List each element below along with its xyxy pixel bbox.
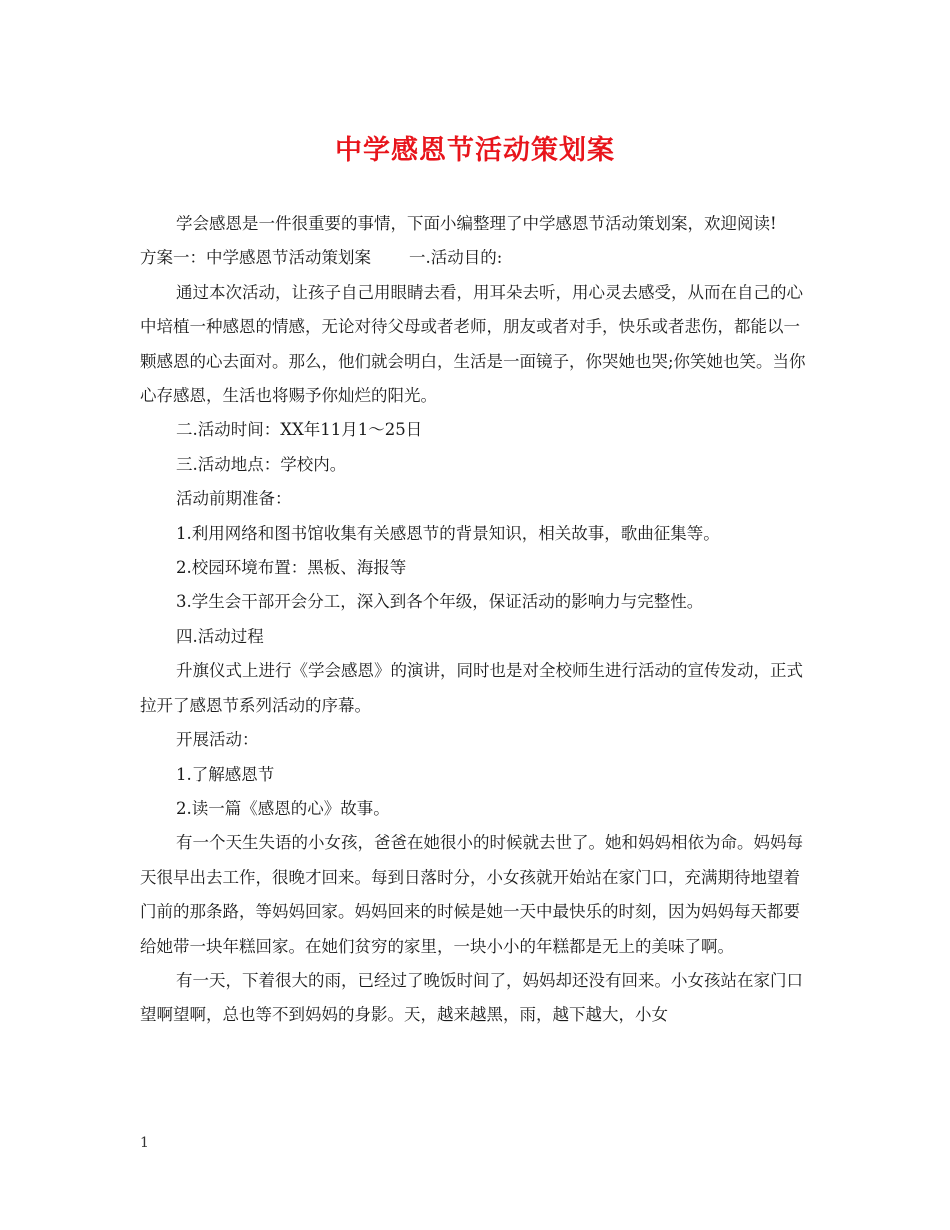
intro-paragraph: 学会感恩是一件很重要的事情，下面小编整理了中学感恩节活动策划案，欢迎阅读!: [176, 214, 777, 233]
prep-item-3: 3.学生会干部开会分工，深入到各个年级，保证活动的影响力与完整性。: [176, 592, 704, 612]
activities-heading: 开展活动：: [176, 730, 259, 750]
process-paragraph: 升旗仪式上进行《学会感恩》的演讲，同时也是对全校师生进行活动的宣传发动，正式拉开了感恩节系列活动的序幕。: [140, 661, 803, 715]
story-paragraph-2: 有一天，下着很大的雨，已经过了晚饭时间了，妈妈却还没有回来。小女孩站在家门口望啊望啊，总也等不到妈妈的身影。天，越来越黑，雨，越下越大，小女: [140, 970, 803, 1025]
time-paragraph: 二.活动时间：XX年11月1～25日: [176, 420, 423, 440]
prep-heading: 活动前期准备：: [176, 489, 292, 509]
story-paragraph-1: 有一个天生失语的小女孩，爸爸在她很小的时候就去世了。她和妈妈相依为命。妈妈每天很早出去工作，很晚才回来。每到日落时分，小女孩就开始站在家门口，充满期待地望着门前的那条路，等妈妈回家。妈妈回来的时候是她一天中最快乐的时刻，因为妈妈每天都要给她带一块年糕回家。在她们贫穷的家里，一块小小的年糕都是无上的美味了啊。: [140, 833, 803, 956]
activity-item-2: 2.读一篇《感恩的心》故事。: [176, 798, 390, 818]
purpose-heading: 一.活动目的:: [409, 248, 503, 268]
purpose-paragraph: 通过本次活动，让孩子自己用眼睛去看，用耳朵去听，用心灵去感受，从而在自己的心中培植一种感恩的情感，无论对待父母或者老师，朋友或者对手，快乐或者悲伤，都能以一颗感恩的心去面对。那么，他们就会明白，生活是一面镜子，你哭她也哭;你笑她也笑。当你心存感恩，生活也将赐予你灿烂的阳光。: [140, 282, 806, 406]
process-heading: 四.活动过程: [176, 626, 264, 646]
prep-item-1: 1.利用网络和图书馆收集有关感恩节的背景知识，相关故事，歌曲征集等。: [176, 523, 720, 543]
plan-heading-title: 方案一：中学感恩节活动策划案: [140, 248, 371, 268]
document-body: [140, 207, 812, 1033]
plan-heading: [140, 241, 812, 275]
prep-item-2: 2.校园环境布置：黑板、海报等: [176, 558, 407, 578]
activity-item-1: 1.了解感恩节: [176, 764, 275, 784]
document-title: 中学感恩节活动策划案: [335, 135, 615, 166]
page-number: 1: [140, 1135, 149, 1151]
place-paragraph: 三.活动地点：学校内。: [176, 454, 347, 474]
